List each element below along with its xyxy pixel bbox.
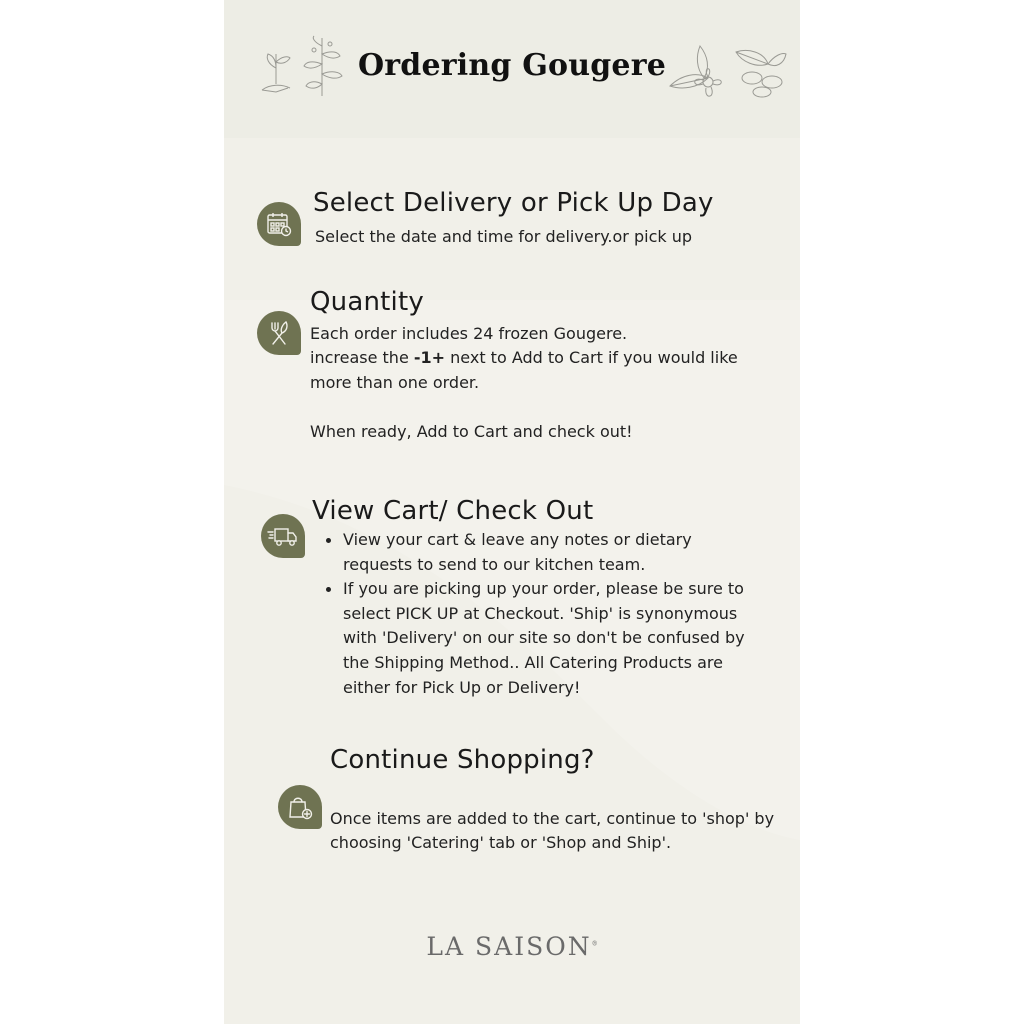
step-badge-continue-shopping (278, 785, 322, 829)
step2-line2-pre: increase the (310, 348, 414, 367)
checkout-instructions-list (311, 528, 745, 700)
step2-line3: more than one order. (310, 373, 480, 392)
list-item: View your cart & leave any notes or dietary requests to send to our kitchen team. (311, 528, 745, 577)
page-title: Ordering Gougere (357, 48, 667, 83)
delivery-truck-icon (267, 522, 299, 550)
step2-line2-post: next to Add to Cart if you would like (445, 348, 738, 367)
shopping-bag-add-icon (286, 793, 314, 821)
step2-line4: When ready, Add to Cart and check out! (310, 422, 633, 441)
step4-line2: choosing 'Catering' tab or 'Shop and Ship'. (330, 833, 672, 852)
calendar-icon (265, 210, 293, 238)
fork-knife-icon (265, 319, 293, 347)
list-item: If you are picking up your order, please be sure to select PICK UP at Checkout. 'Ship' is synonymous with 'Delivery' on our site so don't be confused by the Shipping Method.. All Catering Products are either for Pick Up or Delivery! (311, 577, 745, 700)
quantity-stepper-hint: -1+ (413, 348, 446, 367)
step4-line1: Once items are added to the cart, continue to 'shop' by (330, 809, 775, 828)
step-badge-quantity (257, 311, 301, 355)
step2-line2 (310, 346, 738, 371)
registered-mark: ® (591, 940, 598, 948)
step2-line1: Each order includes 24 frozen Gougere. (310, 324, 628, 343)
info-card (224, 0, 800, 1024)
step3-heading: View Cart/ Check Out (312, 496, 594, 526)
brand-logo (224, 932, 800, 961)
brand-name: LA SAISON (426, 932, 592, 961)
step-badge-checkout (261, 514, 305, 558)
step-badge-delivery-day (257, 202, 301, 246)
step1-text: Select the date and time for delivery.or pick up (315, 227, 693, 246)
step2-heading: Quantity (310, 287, 424, 317)
step4-heading: Continue Shopping? (330, 745, 595, 775)
step1-heading: Select Delivery or Pick Up Day (313, 188, 714, 218)
